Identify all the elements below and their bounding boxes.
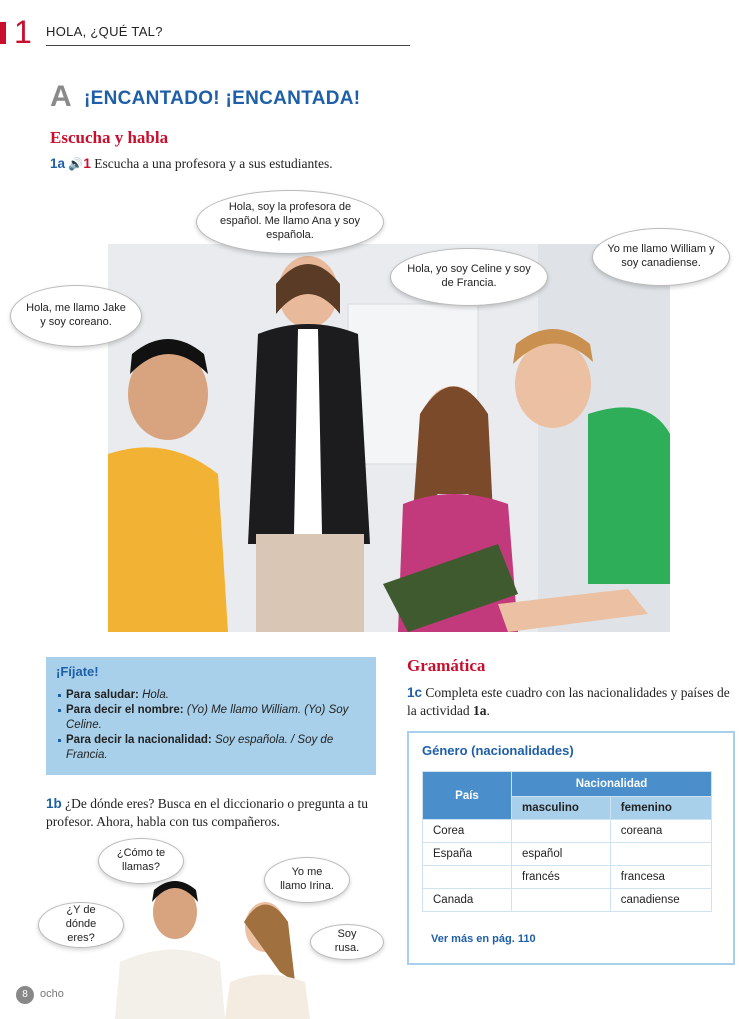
- activity-1b: [46, 795, 376, 831]
- speech-bubble-jake: Hola, me llamo Jake y soy coreano.: [10, 285, 142, 347]
- grammar-box-title: Género (nacionalidades): [422, 743, 574, 758]
- fijate-list: [58, 688, 368, 763]
- gramatica-heading: Gramática: [407, 656, 486, 675]
- fijate-label: Para decir la nacionalidad:: [66, 734, 212, 746]
- header-rule: [46, 45, 410, 46]
- unit-marker: [0, 22, 6, 44]
- activity-1a: [50, 156, 333, 172]
- activity-text: Completa este cuadro con las nacionalidades y países de la actividad: [407, 685, 730, 718]
- table-row: [423, 843, 712, 866]
- unit-number: 1: [14, 14, 32, 50]
- fijate-example: Hola.: [142, 689, 169, 701]
- cell-masculino[interactable]: [512, 889, 611, 912]
- classroom-photo: [108, 244, 670, 632]
- cell-femenino: coreana: [610, 820, 711, 843]
- cell-masculino[interactable]: [512, 820, 611, 843]
- nationality-table: [422, 771, 712, 912]
- activity-ref: 1a: [472, 703, 487, 718]
- audio-track: 1: [83, 156, 91, 171]
- section-title: ¡ENCANTADO! ¡ENCANTADA!: [84, 88, 361, 109]
- table-row: [423, 889, 712, 912]
- unit-title: HOLA, ¿QUÉ TAL?: [46, 24, 163, 39]
- col-header-masculino: masculino: [512, 797, 611, 820]
- activity-number: 1a: [50, 156, 66, 171]
- activity-text: ¿De dónde eres? Busca en el diccionario o pregunta a tu profesor. Ahora, habla con tus compañeros.: [46, 796, 369, 829]
- classroom-illustration: [108, 244, 670, 632]
- table-row: [423, 866, 712, 889]
- speech-bubble-donde: ¿Y de dónde eres?: [38, 902, 124, 948]
- table-row: [423, 820, 712, 843]
- activity-1c: 1c Completa este cuadro con las nacionalidades y países de la actividad 1a.: [407, 685, 730, 718]
- fijate-example: (Yo) Me llamo William. (Yo) Soy Celine.: [66, 704, 349, 731]
- fijate-example: Soy española. / Soy de Francia.: [66, 734, 334, 761]
- col-header-pais: País: [423, 772, 512, 820]
- speech-bubble-william: Yo me llamo William y soy canadiense.: [592, 228, 730, 286]
- col-header-nacionalidad: Nacionalidad: [512, 772, 712, 797]
- fijate-item: [58, 733, 368, 763]
- speech-bubble-ana: Hola, soy la profesora de español. Me llamo Ana y soy española.: [196, 190, 384, 254]
- activity-number: 1c: [407, 685, 423, 700]
- cell-femenino: francesa: [610, 866, 711, 889]
- page-number: 8: [16, 986, 34, 1004]
- col-header-femenino: femenino: [610, 797, 711, 820]
- speech-bubble-rusa: Soy rusa.: [310, 924, 384, 960]
- section-letter: A: [50, 80, 72, 113]
- speech-bubble-irina: Yo me llamo Irina.: [264, 857, 350, 903]
- cell-masculino: francés: [512, 866, 611, 889]
- speech-bubble-celine: Hola, yo soy Celine y soy de Francia.: [390, 248, 548, 306]
- fijate-item: [58, 688, 368, 703]
- subheading: Escucha y habla: [50, 128, 169, 147]
- fijate-title: ¡Fíjate!: [56, 664, 99, 679]
- fijate-item: [58, 703, 368, 733]
- cell-femenino: canadiense: [610, 889, 711, 912]
- page-word: ocho: [40, 988, 64, 1000]
- activity-number: 1b: [46, 796, 62, 811]
- fijate-label: Para saludar:: [66, 689, 139, 701]
- cell-femenino[interactable]: [610, 843, 711, 866]
- audio-icon[interactable]: 🔊: [68, 157, 84, 171]
- cell-pais[interactable]: [423, 866, 512, 889]
- speech-bubble-como: ¿Cómo te llamas?: [98, 838, 184, 884]
- cell-pais: Corea: [423, 820, 512, 843]
- cell-pais: España: [423, 843, 512, 866]
- fijate-label: Para decir el nombre:: [66, 704, 184, 716]
- activity-text: Escucha a una profesora y a sus estudiantes.: [94, 156, 333, 171]
- see-more-link[interactable]: Ver más en pág. 110: [431, 933, 536, 945]
- cell-masculino: español: [512, 843, 611, 866]
- cell-pais: Canada: [423, 889, 512, 912]
